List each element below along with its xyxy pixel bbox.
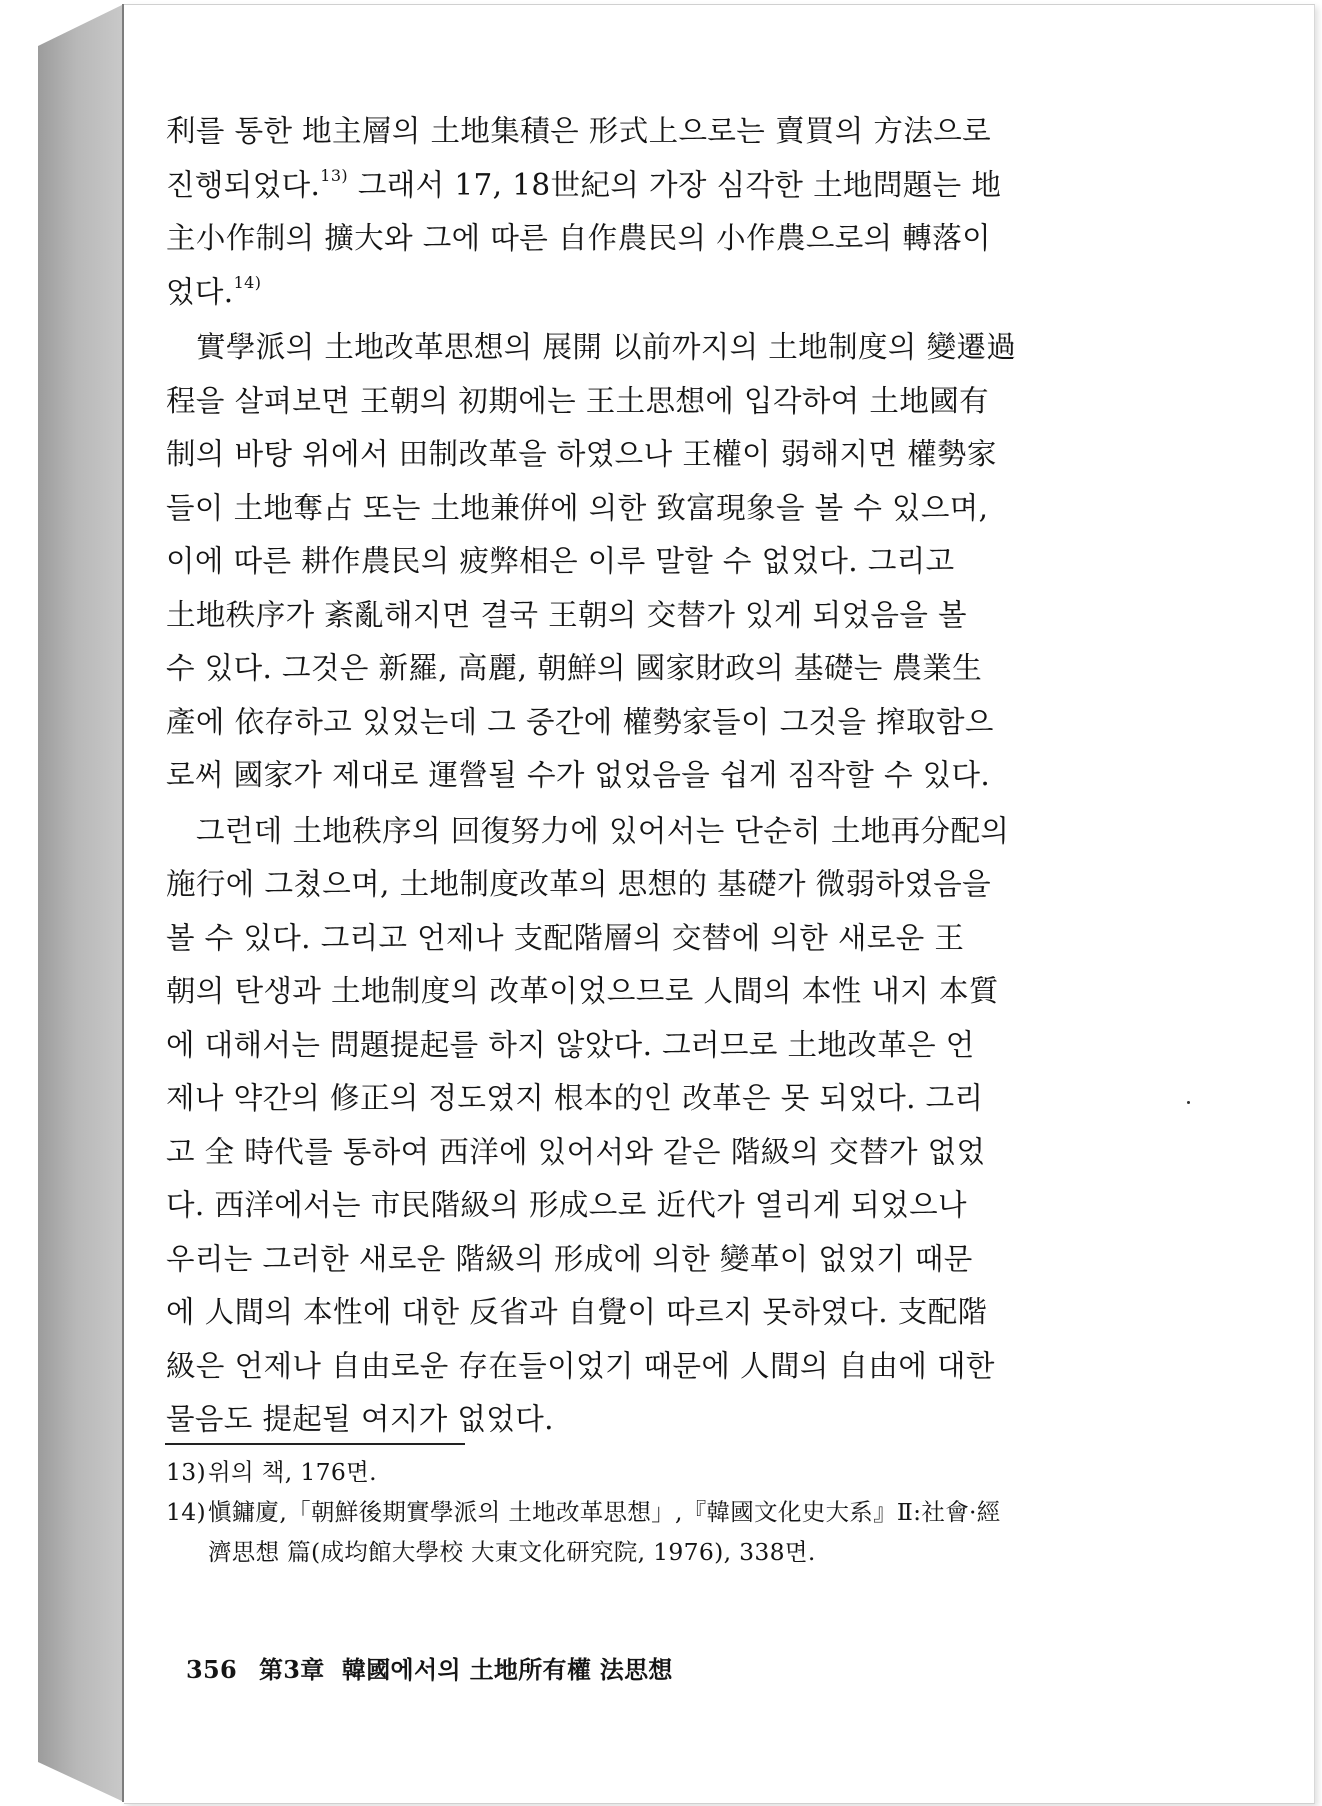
text-line: 었다.$^{14)}$: [166, 272, 262, 309]
text-line: 主小作制의 擴大와 그에 따른 自作農民의 小作農으로의 轉落이: [166, 221, 992, 255]
running-footer: [186, 1650, 673, 1685]
text-line: 級은 언제나 自由로운 存在들이었기 때문에 人間의 自由에 대한: [166, 1348, 995, 1383]
text-line: 이에 따른 耕作農民의 疲弊相은 이루 말할 수 없었다. 그리고: [166, 544, 955, 578]
text-line: 朝의 탄생과 土地制度의 改革이었으므로 人間의 本性 내지 本質: [166, 974, 999, 1008]
text-line: 施行에 그쳤으며, 土地制度改革의 思想的 基礎가 微弱하였음을: [166, 867, 992, 901]
book-spine: [38, 4, 124, 1802]
text-line: 물음도 提起될 여지가 없었다.: [166, 1402, 554, 1436]
text-line: 다. 西洋에서는 市民階級의 形成으로 近代가 열리게 되었으나: [166, 1188, 967, 1222]
text-line: 土地秩序가 紊亂해지면 결국 王朝의 交替가 있게 되었음을 볼: [166, 597, 967, 632]
text-line: 우리는 그러한 새로운 階級의 形成에 의한 變革이 없었기 때문: [166, 1241, 973, 1276]
page-number: 356: [186, 1655, 237, 1684]
footnote-13: [166, 1452, 1166, 1492]
paragraph-3: [166, 805, 1166, 1447]
footnote-separator: [165, 1443, 465, 1445]
footnote-number: 14): [166, 1498, 206, 1526]
text-line: 程을 살펴보면 王朝의 初期에는 王土思想에 입각하여 土地國有: [166, 383, 990, 418]
text-line: 제나 약간의 修正의 정도였지 根本的인 改革은 못 되었다. 그리: [166, 1081, 984, 1115]
footnote-text: 위의 책, 176면.: [208, 1458, 377, 1486]
text-line: 에 대해서는 問題提起를 하지 않았다. 그러므로 土地改革은 언: [166, 1027, 975, 1062]
text-line: 들이 土地奪占 또는 土地兼倂에 의한 致富現象을 볼 수 있으며,: [166, 490, 989, 525]
paragraph-1: [166, 105, 1166, 319]
footnote-number: 13): [166, 1458, 206, 1486]
chapter-title: 韓國에서의 土地所有權 法思想: [341, 1655, 673, 1684]
text-line: 진행되었다.$^{13)}$ 그래서 17, 18世紀의 가장 심각한 土地問題는 地: [166, 165, 1002, 202]
footnotes: [166, 1452, 1166, 1572]
paragraph-2: [166, 321, 1166, 803]
footnote-14: [166, 1492, 1166, 1532]
text-line: 고 全 時代를 통하여 西洋에 있어서와 같은 階級의 交替가 없었: [166, 1134, 986, 1169]
text-line: 產에 依存하고 있었는데 그 중간에 權勢家들이 그것을 搾取함으: [166, 704, 994, 739]
text-line: 볼 수 있다. 그리고 언제나 支配階層의 交替에 의한 새로운 王: [166, 920, 965, 955]
text-line: 그런데 土地秩序의 回復努力에 있어서는 단순히 土地再分配의: [196, 813, 1010, 848]
footnote-text: 愼鏞廈,「朝鮮後期實學派의 土地改革思想」,『韓國文化史大系』Ⅱ:社會·經: [208, 1498, 1001, 1526]
body-text: [166, 105, 1166, 1447]
text-line: 수 있다. 그것은 新羅, 高麗, 朝鮮의 國家財政의 基礎는 農業生: [166, 651, 983, 685]
text-line: 實學派의 土地改革思想의 展開 以前까지의 土地制度의 變遷過: [196, 330, 1017, 364]
text-line: 利를 통한 地主層의 土地集積은 形式上으로는 賣買의 方法으로: [166, 114, 992, 148]
footnote-ref-14[interactable]: 14): [233, 272, 262, 292]
text-line: 制의 바탕 위에서 田制改革을 하였으나 王權이 弱해지면 權勢家: [166, 437, 997, 471]
text-line: 로써 國家가 제대로 運營될 수가 없었음을 쉽게 짐작할 수 있다.: [166, 758, 991, 792]
chapter-label: 第3章: [259, 1655, 325, 1684]
text-line: 에 人間의 本性에 대한 反省과 自覺이 따르지 못하였다. 支配階: [166, 1295, 988, 1329]
footnote-14-continued: 濟思想 篇(成均館大學校 大東文化研究院, 1976), 338면.: [208, 1538, 816, 1566]
print-speck: [1187, 1101, 1190, 1104]
footnote-ref-13[interactable]: 13): [320, 165, 349, 185]
